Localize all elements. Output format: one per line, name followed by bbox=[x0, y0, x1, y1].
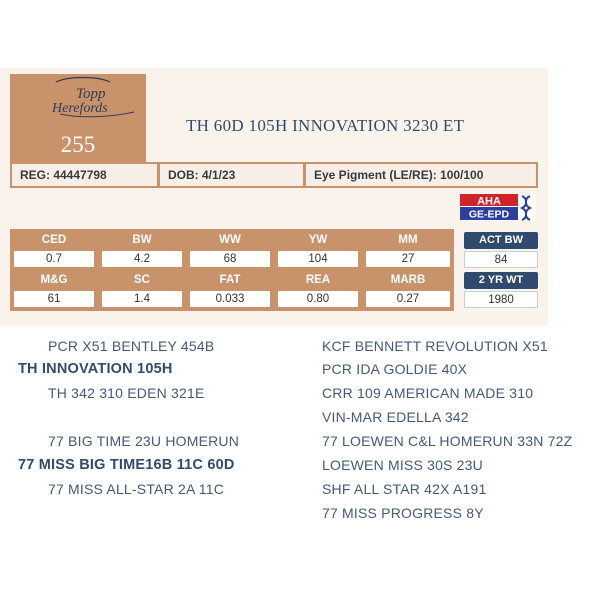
epd-value-fat: 0.033 bbox=[190, 291, 270, 307]
pedigree-ancestor: LOEWEN MISS 30S 23U bbox=[322, 457, 483, 473]
pedigree-ancestor: 77 MISS PROGRESS 8Y bbox=[322, 505, 484, 521]
epd-value-yw: 104 bbox=[278, 251, 358, 267]
epd-value-marb: 0.27 bbox=[366, 291, 450, 307]
epd-value-bw: 4.2 bbox=[102, 251, 182, 267]
yr2-wt-label: 2 YR WT bbox=[464, 272, 538, 289]
pedigree-ancestor: 77 LOEWEN C&L HOMERUN 33N 72Z bbox=[322, 433, 573, 449]
aha-ge-epd-badge bbox=[460, 194, 536, 221]
epd-header-fat: FAT bbox=[219, 274, 241, 286]
pedigree-sire-sire: PCR X51 BENTLEY 454B bbox=[48, 338, 215, 354]
lot-logo-box bbox=[10, 74, 146, 162]
yr2-wt-value: 1980 bbox=[464, 291, 538, 308]
pedigree-ancestor: SHF ALL STAR 42X A191 bbox=[322, 481, 487, 497]
pedigree-dam: 77 MISS BIG TIME16B 11C 60D bbox=[18, 457, 235, 473]
svg-text:Herefords: Herefords bbox=[52, 101, 108, 116]
epd-value-ced: 0.7 bbox=[14, 251, 94, 267]
epd-value-ww: 68 bbox=[190, 251, 270, 267]
info-bar bbox=[10, 162, 538, 188]
svg-text:Topp: Topp bbox=[76, 86, 106, 102]
epd-value-rea: 0.80 bbox=[278, 291, 358, 307]
pedigree-ancestor: KCF BENNETT REVOLUTION X51 bbox=[322, 338, 548, 354]
act-bw-label: ACT BW bbox=[464, 232, 538, 249]
svg-text:AHA: AHA bbox=[477, 195, 501, 208]
act-bw-value: 84 bbox=[464, 251, 538, 268]
pedigree-sire-dam: TH 342 310 EDEN 321E bbox=[48, 385, 205, 401]
epd-header-ced: CED bbox=[41, 234, 67, 246]
epd-header-yw: YW bbox=[308, 234, 328, 246]
animal-title: TH 60D 105H INNOVATION 3230 ET bbox=[186, 116, 465, 135]
eye-pigment: Eye Pigment (LE/RE): 100/100 bbox=[306, 164, 536, 186]
epd-header-sc: SC bbox=[134, 274, 150, 286]
lot-number: 255 bbox=[60, 132, 96, 157]
pedigree-sire: TH INNOVATION 105H bbox=[18, 361, 173, 377]
epd-header-ww: WW bbox=[219, 234, 241, 246]
epd-table bbox=[10, 229, 454, 311]
epd-header-bw: BW bbox=[132, 234, 152, 246]
epd-value-sc: 1.4 bbox=[102, 291, 182, 307]
epd-value-mg: 61 bbox=[14, 291, 94, 307]
pedigree-dam-sire: 77 BIG TIME 23U HOMERUN bbox=[48, 433, 240, 449]
topp-herefords-logo bbox=[38, 74, 148, 128]
pedigree-dam-dam: 77 MISS ALL-STAR 2A 11C bbox=[48, 481, 225, 497]
svg-text:GE-EPD: GE-EPD bbox=[468, 208, 510, 221]
epd-value-mm: 27 bbox=[366, 251, 450, 267]
date-of-birth: DOB: 4/1/23 bbox=[160, 164, 303, 186]
reg-number: REG: 44447798 bbox=[12, 164, 157, 186]
pedigree-ancestor: PCR IDA GOLDIE 40X bbox=[322, 361, 468, 377]
weights-table bbox=[464, 229, 538, 311]
epd-header-mg: M&G bbox=[40, 274, 68, 286]
pedigree-ancestor: VIN-MAR EDELLA 342 bbox=[322, 409, 469, 425]
epd-header-mm: MM bbox=[398, 234, 418, 246]
epd-header-marb: MARB bbox=[390, 274, 426, 286]
epd-header-rea: REA bbox=[305, 274, 331, 286]
pedigree-ancestor: CRR 109 AMERICAN MADE 310 bbox=[322, 385, 534, 401]
